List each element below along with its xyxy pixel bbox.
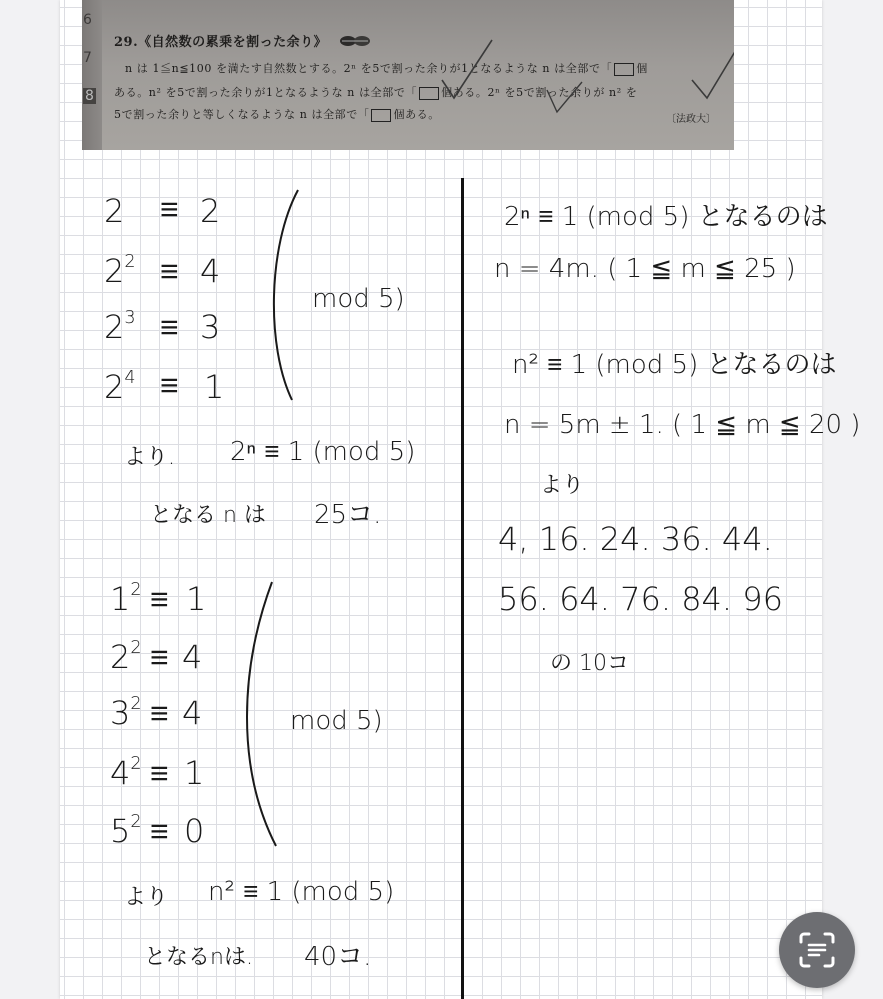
margin-number: 8	[85, 88, 94, 104]
congruent-sign: ≡	[160, 308, 179, 346]
residue: 4	[182, 638, 203, 676]
right-line: n² ≡ 1 (mod 5) となるのは	[512, 350, 837, 380]
problem-text: 個ある。2ⁿ を5で割った余りが n² を	[441, 86, 638, 99]
residue: 1	[186, 580, 207, 618]
residue: 3	[200, 308, 221, 346]
text-scan-button[interactable]	[779, 912, 855, 988]
conclusion-count: 40コ.	[304, 942, 372, 972]
residue: 4	[182, 694, 203, 732]
mod-label: mod 5)	[312, 284, 405, 314]
problem-text: ある。n² を5で割った余りが1となるような n は全部で「	[114, 86, 418, 99]
problem-source: 〔法政大〕	[666, 114, 716, 125]
bracket-paren	[236, 578, 280, 850]
congruent-sign: ≡	[160, 252, 179, 290]
congruent-sign: ≡	[150, 638, 169, 676]
residue: 1	[204, 368, 225, 406]
answer-list: 4, 16. 24. 36. 44.	[498, 520, 773, 558]
power-row: 2	[104, 192, 125, 230]
margin-number: 7	[83, 50, 92, 66]
therefore-text: より	[540, 473, 585, 498]
right-line: n = 5m ± 1. ( 1 ≦ m ≦ 20 )	[504, 410, 861, 440]
residue: 4	[200, 252, 221, 290]
right-line: n = 4m. ( 1 ≦ m ≦ 25 )	[494, 254, 796, 284]
power-row: $2^2$	[104, 251, 136, 290]
difficulty-icon	[338, 34, 372, 48]
square-row: $4^2$	[110, 753, 142, 792]
problem-text: n は 1≦n≦100 を満たす自然数とする。2ⁿ を5で割った余りが1となるような n は全部で「	[125, 62, 613, 75]
square-row: $1^2$	[110, 579, 142, 618]
square-row: $5^2$	[110, 811, 142, 850]
problem-text: 個ある。	[393, 108, 440, 121]
congruent-sign: ≡	[150, 754, 169, 792]
problem-line-3	[114, 106, 440, 122]
power-row: $2^4$	[104, 367, 136, 406]
problem-photo	[82, 0, 734, 150]
conclusion-expr: n² ≡ 1 (mod 5)	[208, 877, 395, 907]
congruent-sign: ≡	[160, 366, 179, 404]
answer-box	[371, 109, 391, 122]
congruent-sign: ≡	[160, 190, 179, 228]
answer-list: 56. 64. 76. 84. 96	[498, 580, 783, 618]
congruent-sign: ≡	[150, 694, 169, 732]
square-row: $2^2$	[110, 637, 142, 676]
square-row: $3^2$	[110, 693, 142, 732]
power-row: $2^3$	[104, 307, 136, 346]
right-line: 2ⁿ ≡ 1 (mod 5) となるのは	[504, 202, 828, 232]
therefore-text: より	[124, 885, 169, 910]
problem-text: 個	[636, 62, 648, 75]
problem-text: 5で割った余りと等しくなるような n は全部で「	[114, 108, 370, 121]
mod-label: mod 5)	[290, 706, 383, 736]
therefore-text: より.	[124, 445, 175, 470]
congruent-sign: ≡	[150, 812, 169, 850]
residue: 0	[184, 812, 205, 850]
conclusion-text: となるnは.	[144, 945, 253, 970]
pencil-check-marks	[422, 20, 734, 130]
margin-number: 6	[83, 12, 92, 28]
problem-title: 29.《自然数の累乗を割った余り》	[114, 35, 328, 50]
congruent-sign: ≡	[150, 580, 169, 618]
answer-count: の 10コ	[550, 651, 629, 676]
column-divider	[461, 178, 464, 999]
residue: 1	[184, 754, 205, 792]
conclusion-expr: 2ⁿ ≡ 1 (mod 5)	[230, 437, 416, 467]
residue: 2	[200, 192, 221, 230]
conclusion-text: となる n は	[150, 503, 266, 528]
conclusion-count: 25コ.	[314, 500, 382, 530]
bracket-paren	[264, 186, 304, 406]
text-scan-icon	[797, 930, 837, 970]
